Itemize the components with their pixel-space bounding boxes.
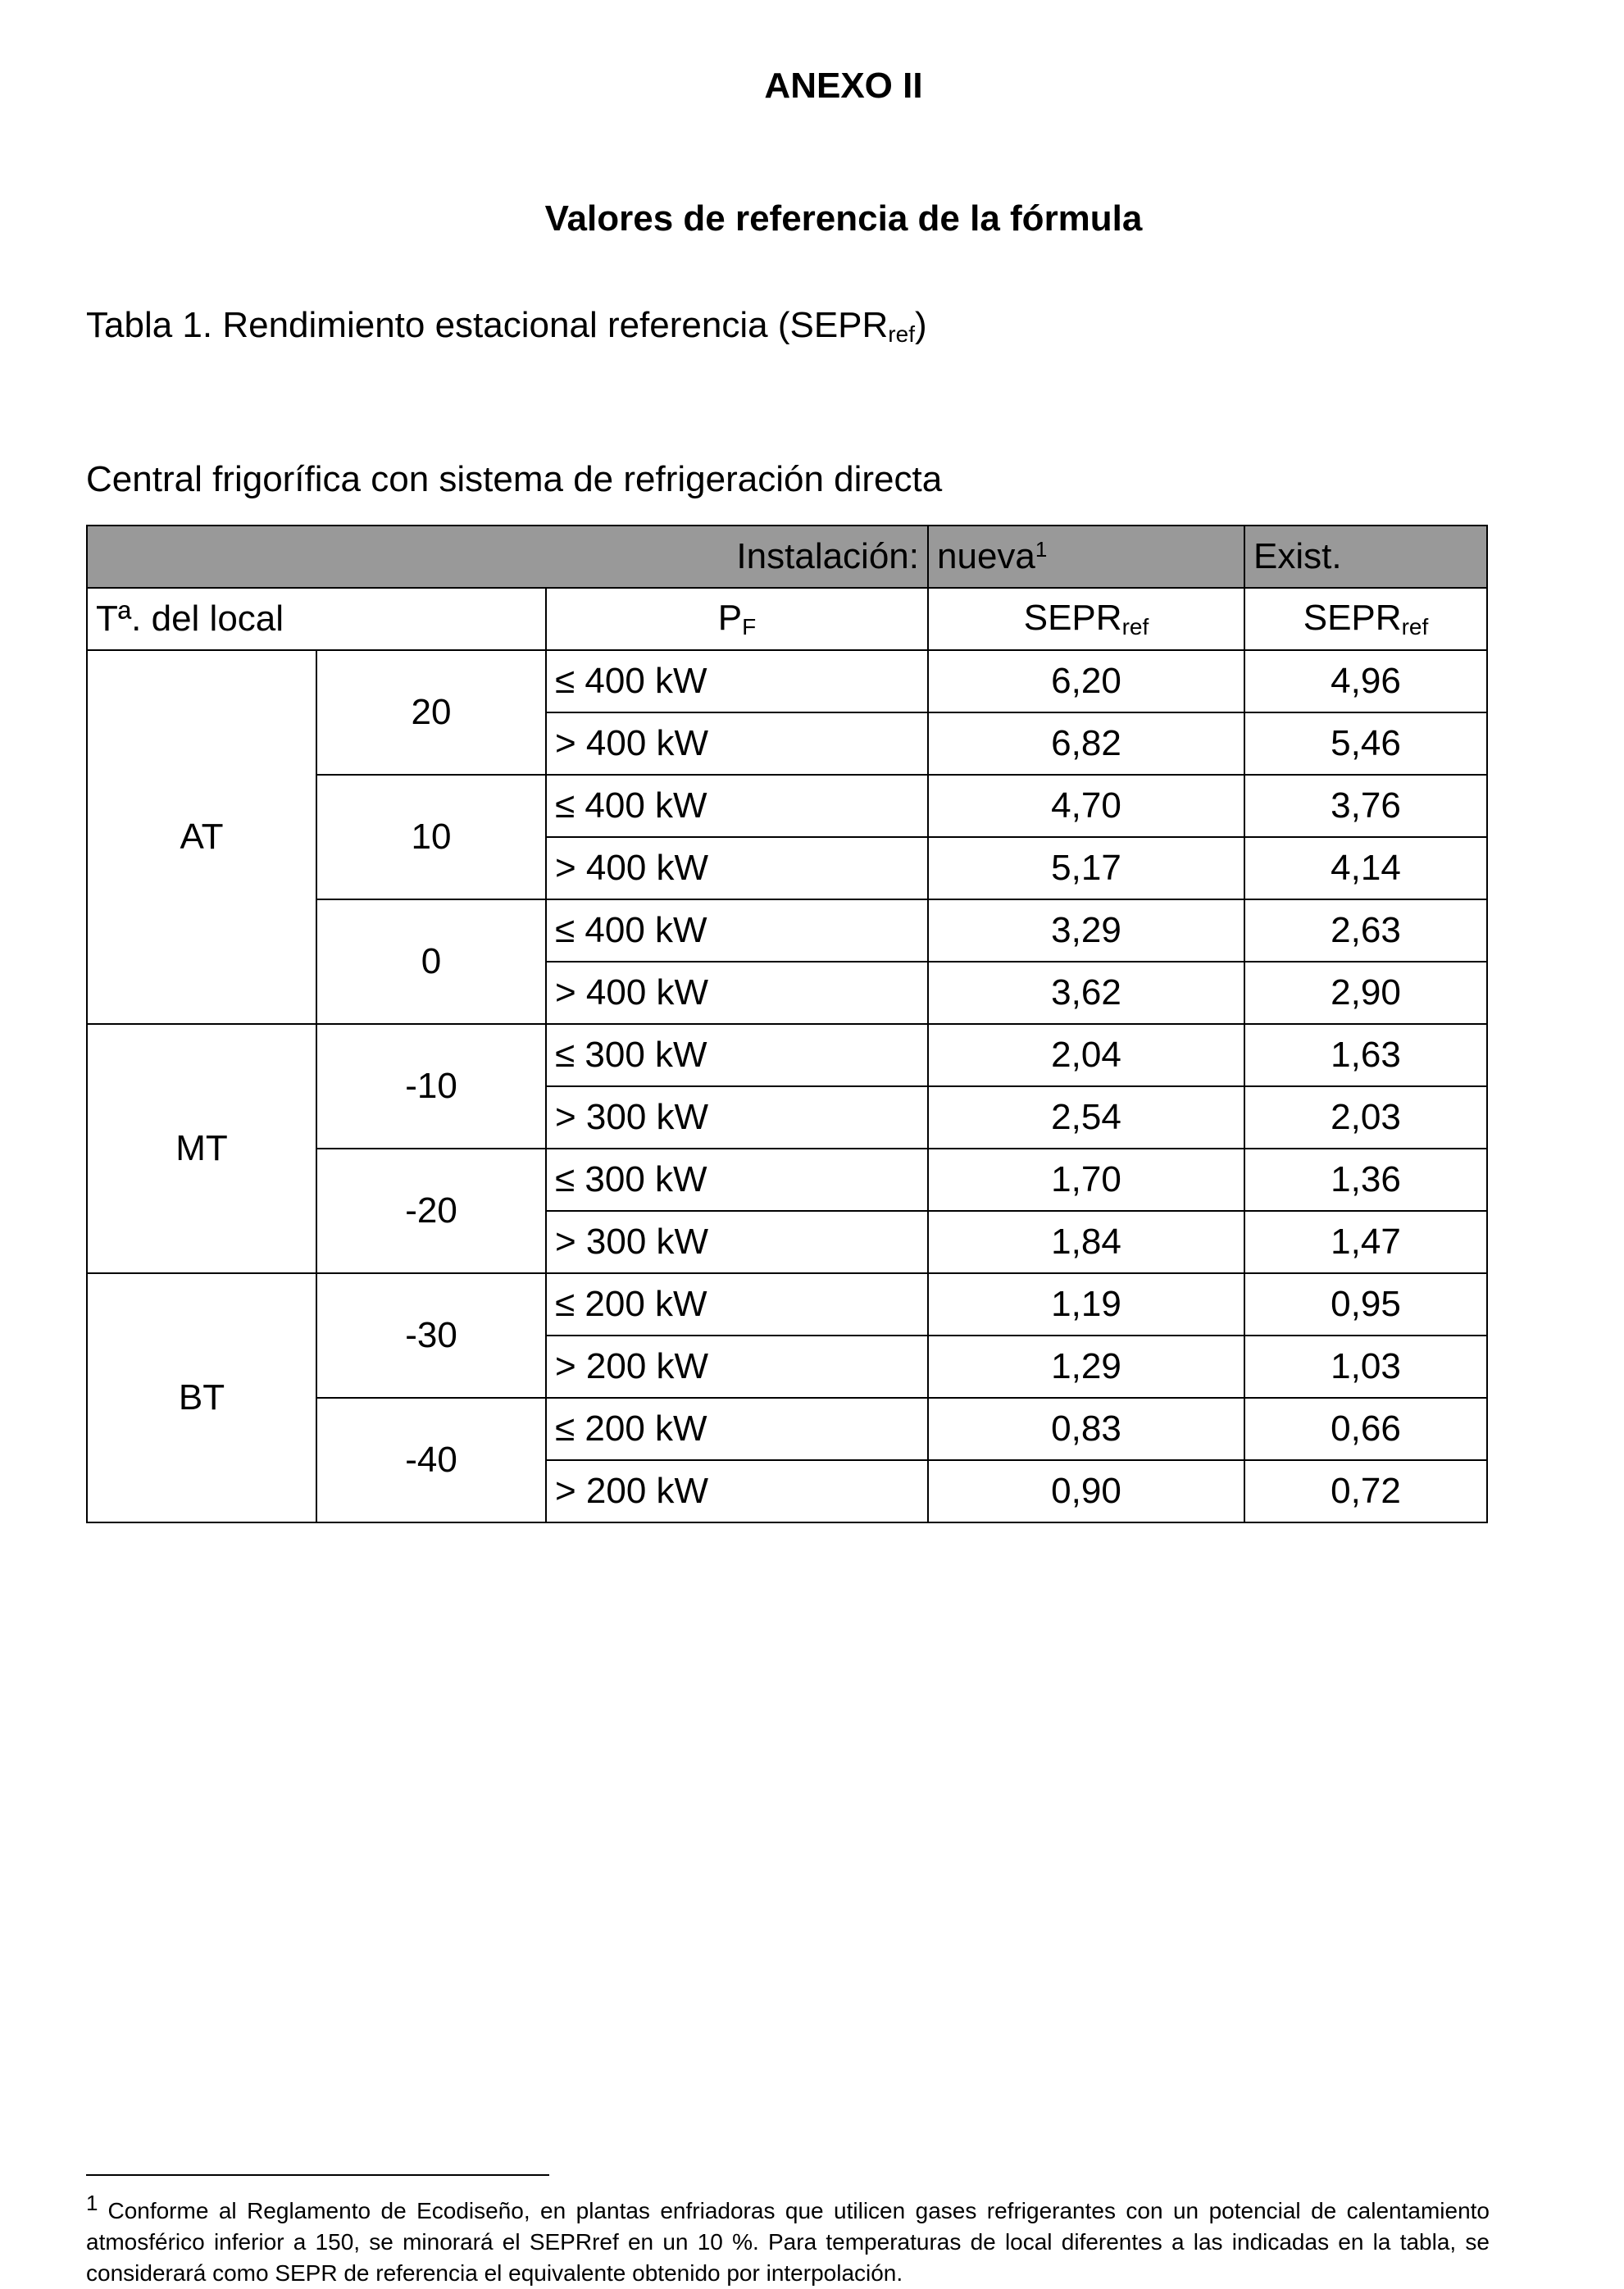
footnote-text: Conforme al Reglamento de Ecodiseño, en plantas enfriadoras que utilicen gases refrigerantes con un potencial de calentamiento atmosférico inferior a 150, se minorará el SEPRref en un 10 %. Para temperaturas de local diferentes a las indicadas en la tabla, se considerará como SEPR de referencia el equivalente obtenido por interpolación. <box>86 2198 1490 2286</box>
pf-cell: > 300 kW <box>546 1086 928 1149</box>
sepr-exist-cell: 2,63 <box>1244 899 1487 962</box>
installation-label: Instalación: <box>87 526 928 588</box>
table-caption-suffix: ) <box>914 305 927 345</box>
existing-installation-header: Exist. <box>1244 526 1487 588</box>
table-caption-sub: ref <box>888 321 915 347</box>
pf-cell: > 300 kW <box>546 1211 928 1273</box>
table-row <box>87 1024 1487 1086</box>
sepr-main: SEPR <box>1303 598 1402 638</box>
sepr-main: SEPR <box>1023 598 1122 638</box>
temperature-cell: -30 <box>316 1273 546 1398</box>
pf-cell: ≤ 400 kW <box>546 650 928 712</box>
sepr-sub: ref <box>1401 614 1429 639</box>
temperature-cell: -10 <box>316 1024 546 1149</box>
table-caption <box>86 305 927 348</box>
sepr-new-cell: 0,90 <box>928 1460 1244 1522</box>
sepr-exist-cell: 1,47 <box>1244 1211 1487 1273</box>
sepr-new-cell: 4,70 <box>928 775 1244 837</box>
local-temp-header: Tª. del local <box>87 588 546 650</box>
pf-sub: F <box>742 614 757 639</box>
sepr-exist-header <box>1244 588 1487 650</box>
pf-cell: ≤ 200 kW <box>546 1398 928 1460</box>
pf-cell: ≤ 300 kW <box>546 1024 928 1086</box>
section-title: Valores de referencia de la fórmula <box>544 198 1143 239</box>
sepr-exist-cell: 5,46 <box>1244 712 1487 775</box>
pf-cell: > 400 kW <box>546 837 928 899</box>
sepr-new-cell: 2,54 <box>928 1086 1244 1149</box>
sepr-new-cell: 6,20 <box>928 650 1244 712</box>
sepr-exist-cell: 4,96 <box>1244 650 1487 712</box>
temperature-cell: 10 <box>316 775 546 899</box>
table-row <box>87 650 1487 712</box>
pf-cell: ≤ 400 kW <box>546 775 928 837</box>
sepr-exist-cell: 1,36 <box>1244 1149 1487 1211</box>
sepr-new-cell: 1,19 <box>928 1273 1244 1336</box>
sepr-exist-cell: 3,76 <box>1244 775 1487 837</box>
annex-title: ANEXO II <box>764 66 923 106</box>
sepr-new-cell: 3,29 <box>928 899 1244 962</box>
sepr-new-cell: 3,62 <box>928 962 1244 1024</box>
new-installation-header <box>928 526 1244 588</box>
sepr-new-cell: 1,70 <box>928 1149 1244 1211</box>
local-class-cell: MT <box>87 1024 316 1273</box>
table-caption-prefix: Tabla 1. Rendimiento estacional referencia (SEPR <box>86 305 889 345</box>
sepr-exist-cell: 2,03 <box>1244 1086 1487 1149</box>
new-footnote-mark: 1 <box>1035 537 1048 562</box>
sepr-exist-cell: 1,03 <box>1244 1336 1487 1398</box>
header-row-installation <box>87 526 1487 588</box>
sepr-exist-cell: 0,95 <box>1244 1273 1487 1336</box>
footnote <box>86 2187 1490 2289</box>
header-row-columns <box>87 588 1487 650</box>
reference-table <box>86 525 1488 1523</box>
footnote-mark: 1 <box>86 2191 98 2215</box>
sepr-exist-cell: 4,14 <box>1244 837 1487 899</box>
local-class-cell: AT <box>87 650 316 1024</box>
sepr-exist-cell: 2,90 <box>1244 962 1487 1024</box>
sepr-new-cell: 1,84 <box>928 1211 1244 1273</box>
pf-cell: > 400 kW <box>546 962 928 1024</box>
temperature-cell: 0 <box>316 899 546 1024</box>
sepr-exist-cell: 0,72 <box>1244 1460 1487 1522</box>
pf-main: P <box>717 598 743 638</box>
sepr-new-cell: 6,82 <box>928 712 1244 775</box>
table-row <box>87 1273 1487 1336</box>
local-class-cell: BT <box>87 1273 316 1522</box>
sepr-new-cell: 2,04 <box>928 1024 1244 1086</box>
new-label: nueva <box>937 536 1035 576</box>
sepr-new-cell: 5,17 <box>928 837 1244 899</box>
temperature-cell: -20 <box>316 1149 546 1273</box>
temperature-cell: 20 <box>316 650 546 775</box>
table-subtitle: Central frigorífica con sistema de refrigeración directa <box>86 459 943 499</box>
pf-cell: > 200 kW <box>546 1336 928 1398</box>
pf-cell: ≤ 400 kW <box>546 899 928 962</box>
pf-cell: ≤ 300 kW <box>546 1149 928 1211</box>
sepr-exist-cell: 0,66 <box>1244 1398 1487 1460</box>
pf-cell: ≤ 200 kW <box>546 1273 928 1336</box>
sepr-new-cell: 1,29 <box>928 1336 1244 1398</box>
footnote-separator <box>86 2174 549 2176</box>
sepr-new-header <box>928 588 1244 650</box>
sepr-exist-cell: 1,63 <box>1244 1024 1487 1086</box>
pf-header <box>546 588 928 650</box>
temperature-cell: -40 <box>316 1398 546 1522</box>
sepr-sub: ref <box>1121 614 1149 639</box>
sepr-new-cell: 0,83 <box>928 1398 1244 1460</box>
pf-cell: > 200 kW <box>546 1460 928 1522</box>
pf-cell: > 400 kW <box>546 712 928 775</box>
